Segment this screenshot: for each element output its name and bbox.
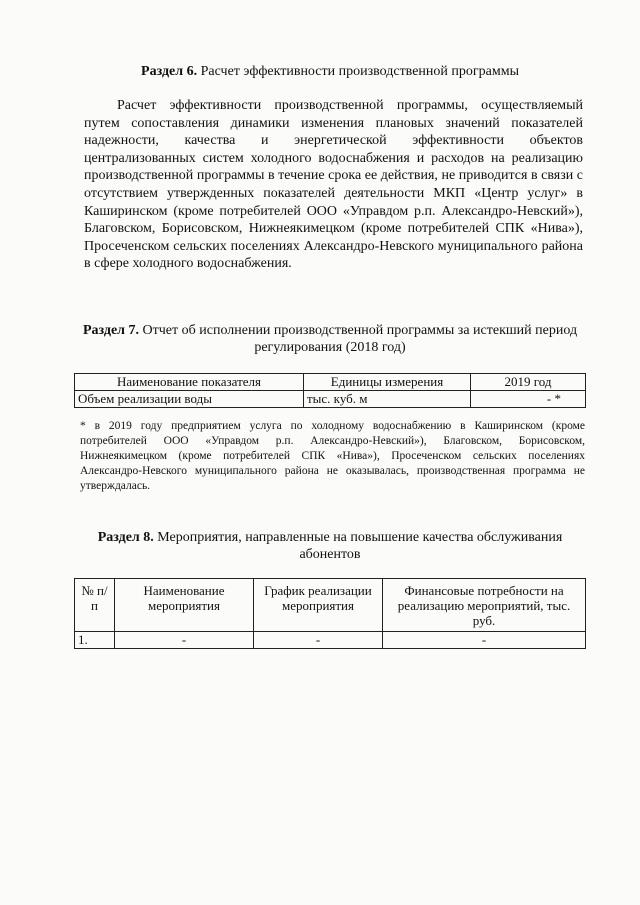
- section-8-label: Раздел 8.: [97, 530, 154, 545]
- header-financing: Финансовые потребности на реализацию мероприятий, тыс. руб.: [383, 579, 586, 632]
- header-year: 2019 год: [471, 374, 586, 391]
- cell-measure: -: [115, 632, 254, 649]
- section-7-title: Отчет об исполнении производственной программы за истекший период регулирования (2018 год): [142, 323, 578, 355]
- table-header-row: [75, 374, 586, 391]
- cell-financing: -: [383, 632, 586, 649]
- header-unit: Единицы измерения: [304, 374, 471, 391]
- header-indicator-name: Наименование показателя: [75, 374, 304, 391]
- section-8-table: [74, 578, 586, 649]
- table-row: [75, 391, 586, 408]
- section-8-title: Мероприятия, направленные на повышение качества обслуживания абонентов: [157, 530, 563, 562]
- section-7-footnote: * в 2019 году предприятием услуга по холодному водоснабжению в Каширинском (кроме потребителей ООО «Управдом р.п. Александро-Невский»), Благовском, Борисовском, Нижнеякимецком (кроме потребителей СПК «Нива»), Просеченском сельских поселениях Александро-Невского муниципального района не оказывалась, производственная программа не утверждалась.: [80, 420, 585, 492]
- section-6-title: Расчет эффективности производственной программы: [200, 64, 519, 79]
- table-header-row: [75, 579, 586, 632]
- cell-schedule: -: [254, 632, 383, 649]
- section-7-heading: [80, 322, 580, 356]
- section-8-heading: [80, 529, 580, 563]
- cell-value: - *: [471, 391, 586, 408]
- section-6-label: Раздел 6.: [141, 64, 198, 79]
- cell-indicator: Объем реализации воды: [75, 391, 304, 408]
- section-6-heading: [80, 63, 580, 80]
- section-7-label: Раздел 7.: [82, 323, 140, 338]
- section-7-table: [74, 373, 586, 408]
- header-number: № п/п: [75, 579, 115, 632]
- cell-number: 1.: [75, 632, 115, 649]
- header-measure-name: Наименование мероприятия: [115, 579, 254, 632]
- table-row: [75, 632, 586, 649]
- section-6-paragraph: Расчет эффективности производственной программы, осуществляемый путем сопоставления динамики изменения плановых значений показателей надежности, качества и энергетической эффективности объектов централизованных систем холодного водоснабжения и расходов на реализацию производственной программы в течение срока ее действия, не приводится в связи с отсутствием утвержденных показателей деятельности МКП «Центр услуг» в Каширинском (кроме потребителей ООО «Управдом р.п. Александро-Невский»), Благовском, Борисовском, Нижнеякимецком (кроме потребителей СПК «Нива»), Просеченском сельских поселениях Александро-Невского муниципального района в сфере холодного водоснабжения.: [84, 98, 583, 272]
- cell-unit: тыс. куб. м: [304, 391, 471, 408]
- header-schedule: График реализации мероприятия: [254, 579, 383, 632]
